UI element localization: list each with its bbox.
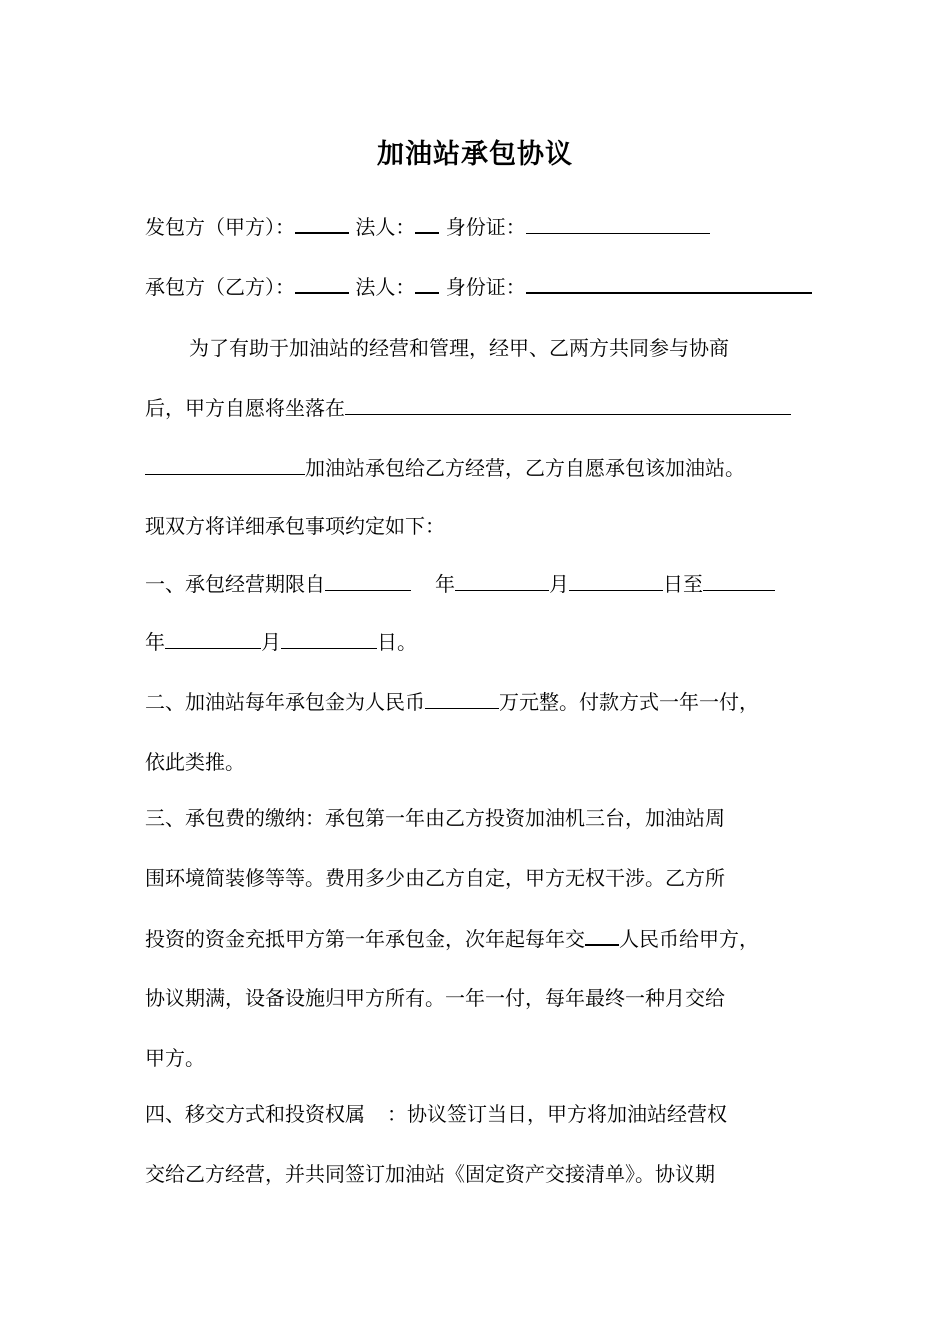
location-blank-2 bbox=[145, 456, 305, 475]
party-b-legal-blank bbox=[415, 274, 439, 294]
clause-2-suffix: 万元整。付款方式一年一付， bbox=[499, 690, 759, 714]
party-b-line bbox=[145, 274, 812, 299]
intro-line-2-text: 后，甲方自愿将坐落在 bbox=[145, 396, 345, 420]
clause-4-suffix: ：协议签订当日，甲方将加油站经营权 bbox=[387, 1102, 727, 1126]
document-title: 加油站承包协议 bbox=[377, 139, 573, 170]
party-a-legal-blank bbox=[415, 214, 439, 234]
yearly-payment-blank bbox=[585, 926, 619, 946]
party-b-label: 承包方（乙方）： bbox=[145, 275, 295, 299]
intro-line-4: 现双方将详细承包事项约定如下： bbox=[145, 514, 445, 538]
clause-4-prefix: 四、移交方式和投资权属 bbox=[145, 1102, 365, 1126]
clause-1-line-1 bbox=[145, 572, 775, 596]
clause-1-year2-label: 年 bbox=[145, 630, 165, 654]
party-b-legal-label: 法人： bbox=[355, 275, 416, 299]
party-a-line bbox=[145, 214, 710, 239]
start-month-blank bbox=[455, 572, 549, 591]
clause-3-line-5: 甲方。 bbox=[145, 1046, 205, 1070]
party-a-label: 发包方（甲方）： bbox=[145, 215, 295, 239]
clause-2-line-1 bbox=[145, 690, 759, 714]
clause-1-month-label: 月 bbox=[549, 572, 569, 596]
party-b-name-blank bbox=[295, 274, 349, 294]
clause-2-prefix: 二、加油站每年承包金为人民币 bbox=[145, 690, 425, 714]
annual-fee-blank bbox=[425, 690, 499, 709]
clause-3-line-3 bbox=[145, 926, 759, 951]
intro-line-3-text: 加油站承包给乙方经营，乙方自愿承包该加油站。 bbox=[305, 456, 745, 480]
party-a-id-blank bbox=[526, 215, 710, 234]
clause-1-prefix: 一、承包经营期限自 bbox=[145, 572, 325, 596]
end-year-blank bbox=[703, 572, 775, 591]
clause-3-line-3-suffix: 人民币给甲方， bbox=[619, 927, 759, 951]
intro-line-1: 为了有助于加油站的经营和管理，经甲、乙两方共同参与协商 bbox=[189, 336, 729, 360]
clause-3-line-3-prefix: 投资的资金充抵甲方第一年承包金，次年起每年交 bbox=[145, 927, 585, 951]
clause-3-line-1: 三、承包费的缴纳：承包第一年由乙方投资加油机三台，加油站周 bbox=[145, 806, 725, 830]
clause-1-year-label: 年 bbox=[435, 572, 455, 596]
intro-line-3 bbox=[145, 456, 745, 480]
clause-1-day2-label: 日。 bbox=[377, 630, 417, 654]
end-month-blank bbox=[165, 630, 261, 649]
clause-2-line-2: 依此类推。 bbox=[145, 750, 245, 774]
clause-1-day-to-label: 日至 bbox=[663, 572, 703, 596]
start-year-blank bbox=[325, 572, 411, 591]
party-b-id-label: 身份证： bbox=[445, 275, 526, 299]
location-blank-1 bbox=[345, 396, 791, 415]
clause-1-month2-label: 月 bbox=[261, 630, 281, 654]
clause-4-line-1 bbox=[145, 1102, 727, 1126]
intro-line-2 bbox=[145, 396, 791, 420]
party-a-id-label: 身份证： bbox=[445, 215, 526, 239]
party-a-legal-label: 法人： bbox=[355, 215, 416, 239]
start-day-blank bbox=[569, 572, 663, 591]
clause-3-line-2: 围环境简装修等等。费用多少由乙方自定，甲方无权干涉。乙方所 bbox=[145, 866, 725, 890]
end-day-blank bbox=[281, 630, 377, 649]
clause-3-line-4: 协议期满，设备设施归甲方所有。一年一付，每年最终一种月交给 bbox=[145, 986, 725, 1010]
clause-4-line-2: 交给乙方经营，并共同签订加油站《固定资产交接清单》。协议期 bbox=[145, 1162, 715, 1186]
clause-1-line-2 bbox=[145, 630, 417, 654]
party-a-name-blank bbox=[295, 214, 349, 234]
party-b-id-blank bbox=[526, 274, 812, 294]
